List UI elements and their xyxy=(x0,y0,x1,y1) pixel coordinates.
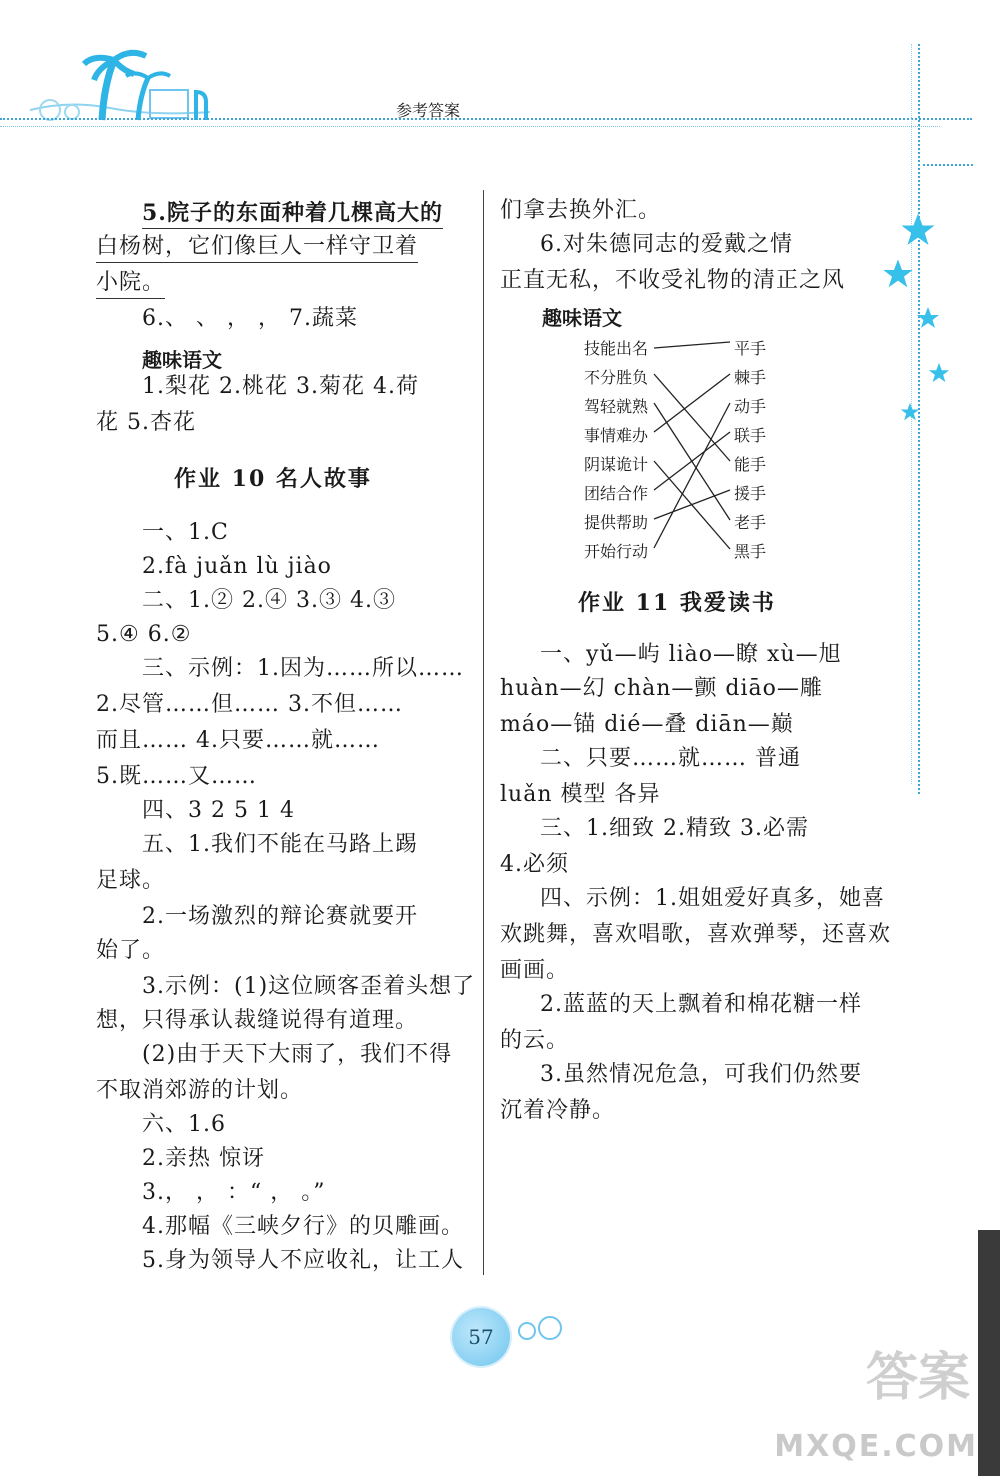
answer-line: 画画。 xyxy=(500,958,570,983)
answer-line: 二、1.② 2.④ 3.③ 4.③ xyxy=(142,588,396,613)
answer-line: 四、示例：1.姐姐爱好真多，她喜 xyxy=(540,886,885,911)
star-icon xyxy=(928,362,950,384)
page-number-badge xyxy=(452,1308,510,1366)
answer-line: 1.梨花 2.桃花 3.菊花 4.荷 xyxy=(142,374,419,399)
matching-lines xyxy=(580,336,780,562)
answer-line: 四、3 2 5 1 4 xyxy=(142,798,295,823)
answer-line: máo—锚 dié—叠 diān—巅 xyxy=(500,712,794,737)
answer-line: 4.必须 xyxy=(500,852,569,877)
answer-line: 一、1.C xyxy=(142,520,229,545)
decorative-circle xyxy=(538,1316,562,1340)
answer-line: luǎn 模型 各异 xyxy=(500,782,661,807)
match-right-item: 联手 xyxy=(734,426,767,445)
answer-line: 2.一场激烈的辩论赛就要开 xyxy=(142,904,418,929)
answer-line: 2.尽管……但…… 3.不但…… xyxy=(96,692,403,717)
answer-line: 六、1.6 xyxy=(142,1112,226,1137)
answer-line: 沉着冷静。 xyxy=(500,1098,616,1123)
answer-line: 而且…… 4.只要……就…… xyxy=(96,728,380,753)
answer-line: 2.fà juǎn lù jiào xyxy=(142,554,332,579)
match-right-item: 棘手 xyxy=(734,368,767,387)
answer-line: 白杨树，它们像巨人一样守卫着 xyxy=(96,232,418,263)
answer-line: 小院。 xyxy=(96,268,165,299)
answer-line: 2.蓝蓝的天上飘着和棉花糖一样 xyxy=(540,992,862,1017)
answer-line: 欢跳舞，喜欢唱歌，喜欢弹琴，还喜欢 xyxy=(500,922,892,947)
match-left-item: 提供帮助 xyxy=(584,513,649,532)
answer-line: 一、yǔ—屿 liào—瞭 xù—旭 xyxy=(540,642,842,667)
quwei-title-left: 趣味语文 xyxy=(142,348,222,372)
answer-line: 5.④ 6.② xyxy=(96,622,192,647)
match-right-item: 平手 xyxy=(734,339,767,358)
watermark-logo: 答案 xyxy=(865,1348,970,1408)
section-title-10: 作业 10 名人故事 xyxy=(174,466,372,492)
decorative-circle xyxy=(518,1322,536,1340)
match-right-item: 黑手 xyxy=(734,542,767,561)
star-icon xyxy=(916,306,940,330)
match-left-item: 技能出名 xyxy=(584,339,649,358)
answer-line: 3.， ， ：“ ， 。” xyxy=(142,1180,326,1205)
header-logo-graphic xyxy=(10,40,240,130)
header-title: 参考答案 xyxy=(396,101,461,120)
answer-line: 5.身为领导人不应收礼，让工人 xyxy=(142,1248,464,1273)
answer-line: 3.虽然情况危急，可我们仍然要 xyxy=(540,1062,862,1087)
page-number: 57 xyxy=(468,1325,494,1349)
match-right-item: 能手 xyxy=(734,455,767,474)
section-title-11: 作业 11 我爱读书 xyxy=(578,590,776,616)
match-left-item: 开始行动 xyxy=(584,542,649,561)
answer-line: 正直无私，不收受礼物的清正之风 xyxy=(500,268,846,293)
quwei-title-right: 趣味语文 xyxy=(542,306,622,330)
match-right-item: 老手 xyxy=(734,513,767,532)
column-divider xyxy=(483,190,484,1275)
answer-line: 3.示例：(1)这位顾客歪着头想了 xyxy=(142,974,476,999)
answer-line: 二、只要……就…… 普通 xyxy=(540,746,801,771)
answer-line: 足球。 xyxy=(96,868,166,893)
header-dotted-rule-secondary xyxy=(0,126,940,127)
answer-line: 5.院子的东面种着几棵高大的 xyxy=(142,198,443,229)
match-left-item: 阴谋诡计 xyxy=(584,455,649,474)
star-icon xyxy=(900,402,920,422)
match-right-item: 动手 xyxy=(734,397,767,416)
answer-line: 花 5.杏花 xyxy=(96,410,196,435)
answer-line: 不取消郊游的计划。 xyxy=(96,1078,304,1103)
answer-line: (2)由于天下大雨了，我们不得 xyxy=(142,1042,453,1067)
answer-line: 4.那幅《三峡夕行》的贝雕画。 xyxy=(142,1214,464,1239)
answer-line: 始了。 xyxy=(96,938,166,963)
header-dotted-rule xyxy=(0,118,972,120)
answer-line: huàn—幻 chàn—颤 diāo—雕 xyxy=(500,676,823,701)
answer-line: 五、1.我们不能在马路上踢 xyxy=(142,832,418,857)
answer-line: 6.对朱德同志的爱戴之情 xyxy=(540,232,793,257)
star-icon xyxy=(882,258,914,290)
match-left-item: 不分胜负 xyxy=(584,368,649,387)
matching-exercise xyxy=(580,336,780,562)
answer-line: 三、示例：1.因为……所以…… xyxy=(142,656,464,681)
watermark-text: MXQE.COM xyxy=(774,1429,978,1464)
star-icon xyxy=(900,212,936,248)
answer-line: 2.亲热 惊讶 xyxy=(142,1146,265,1171)
match-left-item: 驾轻就熟 xyxy=(584,397,649,416)
curve-line xyxy=(918,164,973,166)
page-edge-shadow xyxy=(978,1230,1000,1476)
answer-line: 5.既……又…… xyxy=(96,764,257,789)
answer-line: 6.、 、 ， ， 7.蔬菜 xyxy=(142,306,358,331)
answer-line: 的云。 xyxy=(500,1028,570,1053)
answer-line: 们拿去换外汇。 xyxy=(500,198,662,223)
answer-line: 三、1.细致 2.精致 3.必需 xyxy=(540,816,809,841)
match-left-item: 事情难办 xyxy=(584,426,649,445)
answer-line: 想，只得承认裁缝说得有道理。 xyxy=(96,1008,419,1033)
match-right-item: 援手 xyxy=(734,484,767,503)
match-left-item: 团结合作 xyxy=(584,484,649,503)
